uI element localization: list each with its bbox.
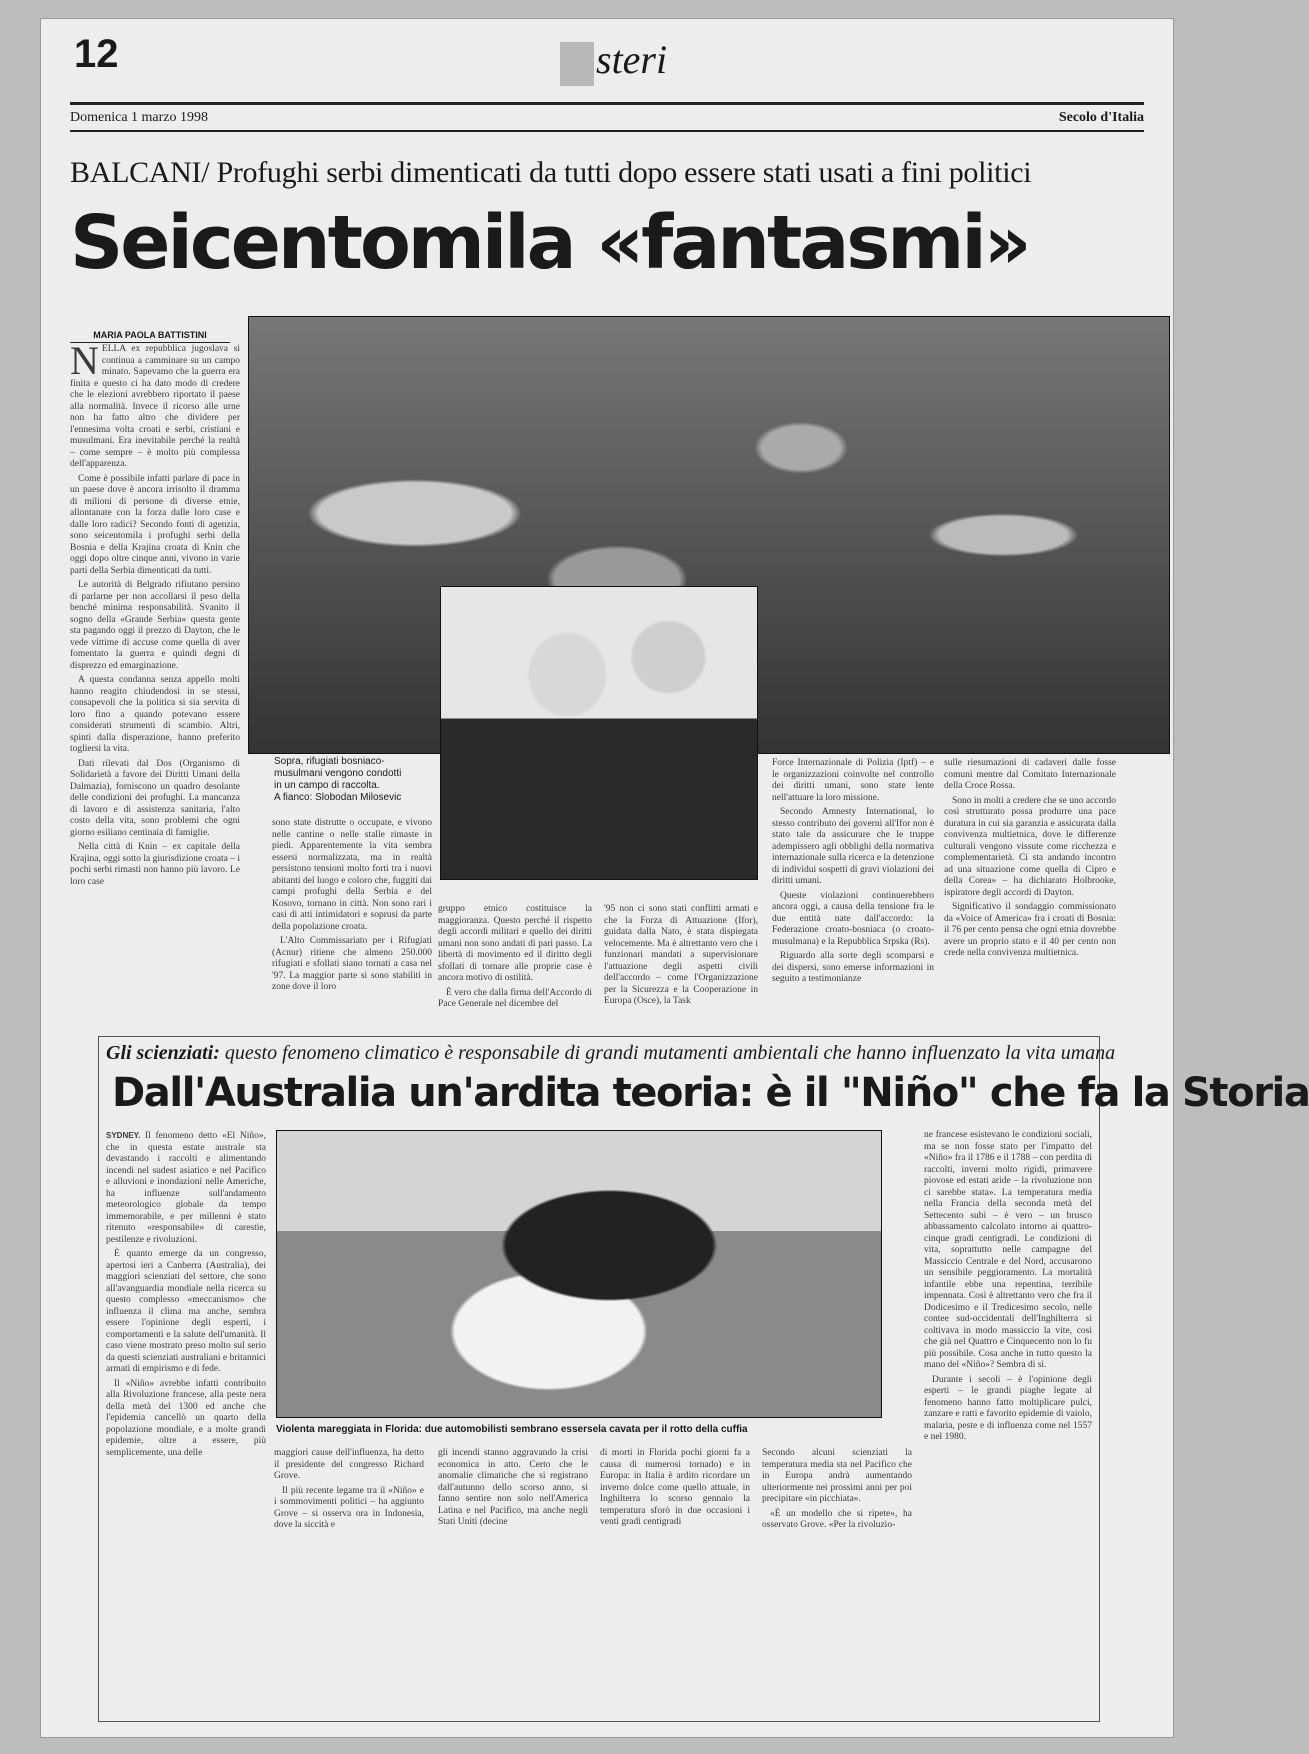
section-title-text: steri: [596, 37, 668, 82]
article2-kicker-rest: questo fenomeno climatico è responsabile di grandi mutamenti ambientali che hanno influenzato la vita umana: [219, 1042, 1116, 1064]
article1-kicker: BALCANI/ Profughi serbi dimenticati da tutti dopo essere stati usati a fini politici: [70, 156, 1032, 189]
article1-col5-p4: Riguardo alla sorte degli scomparsi e dei dispersi, sono emerse informazioni in seguito a testimonianze: [772, 951, 934, 984]
header-rule-top: [70, 102, 1144, 105]
page-number: 12: [74, 32, 119, 76]
article1-col2-p1: sono state distrutte o occupate, e vivono nelle cantine o nelle stalle rimaste in piedi. Apparentemente la vita sembra essersi normalizzata, ma in realtà persistono tensioni molto forti tra i nuovi abitanti del luogo e coloro che, fuggiti dai campi profughi della Serbia e del Kosovo, tornano in città. Non sono rari i casi di atti intimidatori e soprusi da parte della popolazione croata.: [272, 818, 432, 932]
issue-date: Domenica 1 marzo 1998: [70, 110, 209, 125]
article2-col1-p1: Il fenomeno detto «El Niño», che in questa estate australe sta devastando i raccolti e alimentando incendi nel sudest asiatico e nel Pacifico e alluvioni e inondazioni nelle Americhe, ha influenze sull'andamento meteorologico globale da tempo immemorabile, e per millenni è stato ritenuto «responsabile» di carestie, pestilenze e rivoluzioni.: [106, 1131, 266, 1245]
article1-col3-p2: È vero che dalla firma dell'Accordo di Pace Generale nel dicembre del: [438, 987, 592, 1009]
caption-line: musulmani vengono condotti: [274, 768, 402, 779]
article1-col6-p3: Significativo il sondaggio commissionato da «Voice of America» fra i croati di Bosnia: il 76 per cento pensa che ogni etnia dovrebbe avere un proprio stato e il 40 per cento non crede nella convivenza multietnica.: [944, 902, 1116, 958]
article1-col1-p2: Come è possibile infatti parlare di pace in un paese dove è ancora irrisolto il dramma di milioni di persone di diverse etnie, allontanate con la forza dalle loro case e dalle loro radici? Secondo fonti di agenzia, sono seicentomila i profughi serbi della Bosnia e della Krajina croata di Knin che oggi dopo oltre cinque anni, vivono in varie parti della Serbia dimenticati da tutti.: [70, 473, 240, 576]
newspaper-page: [40, 18, 1309, 1738]
article2-caption: Violenta mareggiata in Florida: due automobilisti sembrano essersela cavata per il rotto della cuffia: [276, 1424, 748, 1435]
article1-col1-p6: Nella città di Knin – ex capitale della Krajina, oggi sotto la giurisdizione croata – i pochi serbi rimasti non hanno più lavoro. Le loro case: [70, 842, 240, 887]
article1-col4-p1: '95 non ci sono stati conflitti armati e che la Forza di Attuazione (Ifor), guidata dalla Nato, è stata dispiegata velocemente. Ma è altrettanto vero che i funzionari mandati a supervisionare l'attuazione degli aspetti civili dell'accordo – come l'Organizzazione per la Sicurezza e la Cooperazione in Europa (Osce), la Task: [604, 904, 758, 1006]
storm-photo: [276, 1130, 882, 1418]
article1-col1-p3: Le autorità di Belgrado rifiutano persino di parlarne per non accollarsi il peso della benché minima responsabilità. Svanito il sogno della «Grande Serbia» questa gente sta pagando oggi il prezzo di Dayton, che le vede vittime di accuse come quella di aver fomentato la guerra e quindi degni di disprezzo ed emarginazione.: [70, 580, 240, 671]
dropcap: N: [70, 338, 99, 383]
section-initial-block: E: [560, 42, 594, 86]
section-title: [560, 36, 667, 86]
article1-col2-p2: L'Alto Commissariato per i Rifugiati (Acnur) ritiene che almeno 250.000 rifugiati e sfollati siano tornati a casa nel '97. La maggior parte si sono stabiliti in zone dove il loro: [272, 936, 432, 992]
article1-col1-p1: ELLA ex repubblica jugoslava si continua a camminare su un campo minato. Sapevamo che la guerra era finita e questo ci ha dato modo di credere che le elezioni avrebbero riportato il paese alla normalità. Invece il ricorso alle urne non ha fatto altro che dividere per l'ennesima volta croati e serbi, cristiani e musulmani. Era inevitabile perché la realtà – come sempre – è molto più complessa dell'apparenza.: [70, 344, 240, 469]
article1-col1-p4: A questa condanna senza appello molti hanno reagito chiudendosi in se stessi, consapevoli che la politica si sia servita di loro fino a quando potevano essere considerati strumenti di scambio. Altri, spinti dalla disperazione, hanno preferito togliersi la vita.: [70, 675, 240, 754]
article2-col4-p1: di morti in Florida pochi giorni fa a causa di numerosi tornado) e in Europa: in Italia è ardito ricordare un inverno dolce come quello attuale, in Inghilterra lo scorso gennaio la temperatura sforò in due occasioni i venti gradi centigradi: [600, 1448, 750, 1527]
article1-column-5: [772, 758, 934, 994]
article2-col1-p2: È quanto emerge da un congresso, apertosi ieri a Canberra (Australia), dei maggiori scienziati del settore, che sono all'avanguardia mondiale nella ricerca su questo complesso «meccanismo» che influenza il clima ma anche, sembra essere l'opinione degli esperti, i comportamenti e la salute dell'umanità. Il caso viene mostrato preso molto sul serio da questi scienziati australiani e britannici armati di empirismo e di fede.: [106, 1249, 266, 1374]
article1-col6-p1: sulle riesumazioni di cadaveri dalle fosse comuni mentre dal Comitato Internazionale della Croce Rossa.: [944, 758, 1116, 791]
article1-column-1: [70, 338, 240, 994]
article1-col5-p2: Secondo Amnesty International, lo stesso contributo dei governi all'Ifor non è stato tale da assicurare che le truppe adempissero agli obblighi della normativa internazionale sulla ricerca e la detenzione di individui sospetti di gravi violazioni dei diritti umani.: [772, 807, 934, 886]
article2-column-4: [600, 1448, 750, 1714]
article2-column-3: [438, 1448, 588, 1714]
article2-col2-p2: Il più recente legame tra il «Niño» e i sommovimenti politici – ha aggiunto Grove – si osserva ora in Indonesia, dove la siccità e: [274, 1485, 424, 1530]
article2-column-1: [106, 1130, 266, 1714]
milosevic-photo: [440, 586, 758, 880]
caption-line: in un campo di raccolta.: [274, 780, 380, 791]
article1-column-6: [944, 758, 1116, 994]
article2-dateline: SYDNEY.: [106, 1131, 141, 1140]
article2-col1-p3: Il «Niño» avrebbe infatti contribuito alla Rivoluzione francese, alla peste nera della metà del 1300 ed anche che l'epidemia cancellò un quarto della popolazione mondiale, e a molte grandi epidemie, oltre a essere, più semplicemente, una delle: [106, 1378, 266, 1458]
article1-col3-p1: gruppo etnico costituisce la maggioranza. Questo perché il rispetto degli accordi militari e quello dei diritti umani non sono andati di pari passo. La libertà di movimento ed il diritto degli sfollati di tornare alle proprie case è ancora motivo di ostilità.: [438, 904, 592, 983]
article2-col2-p1: maggiori cause dell'influenza, ha detto il presidente del congresso Richard Grove.: [274, 1448, 424, 1481]
article2-column-2: [274, 1448, 424, 1714]
article2-kicker: [106, 1042, 1116, 1065]
article2-column-5: [762, 1448, 912, 1714]
article1-byline: MARIA PAOLA BATTISTINI: [70, 330, 230, 343]
article1-column-2: [272, 818, 432, 994]
article1-column-4: [604, 904, 758, 1006]
article1-column-3: [438, 904, 592, 1009]
article1-col6-p2: Sono in molti a credere che se uno accordo così strutturato possa produrre una pace duratura in cui sia garanzia e assicurata dalla convivenza multietnica, dove le differenze culturali vengono vissute come ricchezza e complementarietà. Ci sta andando incontro ad una situazione come quella di Cipro e della Corea» – ha dichiarato Holbrooke, ispiratore degli accordi di Dayton.: [944, 795, 1116, 898]
article2-column-6: [924, 1130, 1092, 1714]
caption-line: A fianco: Slobodan Milosevic: [274, 792, 402, 803]
article1-headline: Seicentomila «fantasmi»: [70, 200, 1029, 286]
article2-headline: Dall'Australia un'ardita teoria: è il "Niño" che fa la Storia: [112, 1070, 1309, 1116]
article2-col5-p2: «È un modello che si ripete», ha osservato Grove. «Per la rivoluzio-: [762, 1508, 912, 1530]
caption-line: Sopra, rifugiati bosniaco-: [274, 756, 385, 767]
article2-col5-p1: Secondo alcuni scienziati la temperatura media sta nel Pacifico che in Europa andrà aumentando ulteriormente nei prossimi anni per poi precipitare «in picchiata».: [762, 1448, 912, 1504]
article1-col5-p1: Force Internazionale di Polizia (Iptf) – e le organizzazioni coinvolte nel controllo dei diritti umani, sono state lente nell'attuare la loro missione.: [772, 758, 934, 803]
article1-col5-p3: Queste violazioni continuerebbero ancora oggi, a causa della tensione fra le due entità nate dall'accordo: la Federazione croato-bosniaca (o croato-musulmana) e la Repubblica Srpska (Rs).: [772, 890, 934, 947]
article2-col6-p1: ne francese esistevano le condizioni sociali, ma se non fosse stato per l'impatto del «Niño» fra il 1786 e il 1788 – con perdita di raccolti, inverni molto rigidi, primavere piovose ed estati aride – la rivoluzione non ci sarebbe stata». La temperatura media nella Francia della seconda metà del Settecento subì – è vero – un brusco abbassamento calcolato intorno ai quattro-cinque gradi centigradi. Le condizioni di vita, soprattutto nelle campagne del Massiccio Centrale e del Nord, accusarono un sensibile peggioramento. La mortalità infantile ebbe una repentina, terribile impennata. Così è altrettanto vero che fra il Dodicesimo e il Tredicesimo secolo, nelle contee sud-occidentali dell'Inghilterra si coltivava in modo massiccio la vite, così che già nel Quattro e Cinquecento non lo fu più possibile. Cosa anche in tutto questo la mano del «Niño»? Sembra di sì.: [924, 1130, 1092, 1370]
article2-kicker-lead: Gli scienziati:: [106, 1042, 220, 1064]
header-rule-bottom: [70, 130, 1144, 132]
article1-col1-p5: Dati rilevati dal Dos (Organismo di Solidarietà a favore dei Diritti Umani della Dalmazia), forniscono un quadro desolante delle condizioni dei profughi. La mancanza di lavoro e di assistenza sanitaria, l'alto costo della vita, sono problemi che ogni giorno esiliano centinaia di famiglie.: [70, 758, 240, 838]
article2-col6-p2: Durante i secoli – è l'opinione degli esperti – le grandi piaghe legate al fenomeno hanno fatto moltiplicare pulci, zanzare e ratti e favorito epidemie di vaiolo, malaria, peste e di influenza come nel 1557 e nel 1980.: [924, 1374, 1092, 1442]
article1-caption: [274, 756, 434, 804]
newspaper-name: Secolo d'Italia: [1058, 110, 1144, 125]
article2-col3-p1: gli incendi stanno aggravando la crisi economica in atto. Certo che le anomalie climatiche che si registrano dall'autunno dello scorso anno, si fanno sentire non solo nell'America Latina e nel Pacifico, ma anche negli Stati Uniti (decine: [438, 1448, 588, 1527]
